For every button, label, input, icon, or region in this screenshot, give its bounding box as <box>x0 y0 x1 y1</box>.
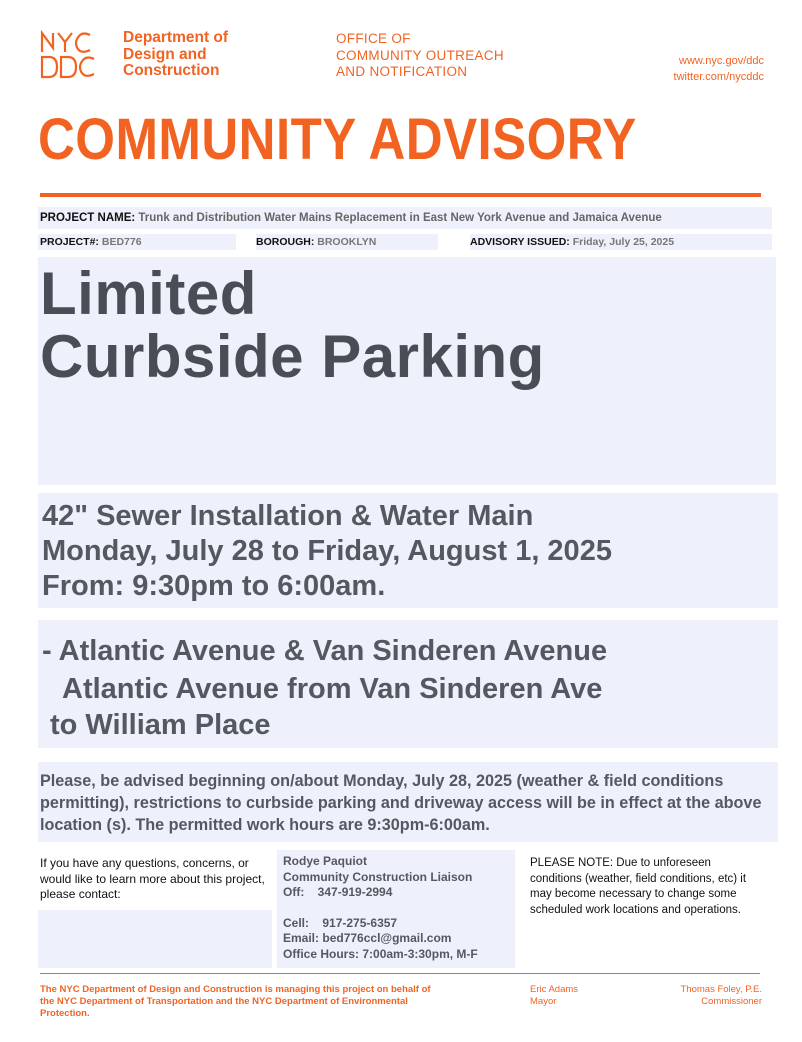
location-line-2: Atlantic Avenue from Van Sinderen Ave <box>62 673 603 705</box>
office-name <box>336 31 504 81</box>
project-number-label: PROJECT#: <box>40 236 99 248</box>
cell-phone[interactable]: 917-275-6357 <box>322 915 398 930</box>
borough-label: BOROUGH: <box>256 236 315 248</box>
mayor-signature <box>530 984 578 1008</box>
commissioner-signature <box>681 984 763 1008</box>
please-note <box>530 856 750 918</box>
footer-divider <box>40 973 760 974</box>
notice-text: Please, be advised beginning on/about Monday, July 28, 2025 (weather & field conditions permitting), restrictions to curbside parking and driveway access will be in effect at the above location (s). The permitted work hours are 9:30pm-6:00am. <box>40 772 762 834</box>
work-dates: Monday, July 28 to Friday, August 1, 2025 <box>42 535 612 567</box>
office-phone-label: Off: <box>283 885 305 899</box>
email-address[interactable]: bed776ccl@gmail.com <box>322 931 452 945</box>
work-hours: From: 9:30pm to 6:00am. <box>42 570 386 602</box>
headline-line-1: Limited <box>40 260 257 327</box>
header-links <box>674 53 764 85</box>
headline <box>40 262 545 388</box>
commissioner-name: Thomas Foley, P.E. <box>680 984 762 995</box>
please-note-text: Due to unforeseen conditions (weather, field conditions, etc) it may become necessary to change some scheduled work locations and operations. <box>530 857 747 916</box>
hours-label: Office Hours: <box>283 946 360 961</box>
office-line-3: AND NOTIFICATION <box>336 64 468 79</box>
nyc-ddc-logo <box>40 30 114 80</box>
project-name-value: Trunk and Distribution Water Mains Replacement in East New York Avenue and Jamaica Avenue <box>138 212 662 224</box>
mayor-name: Eric Adams <box>530 984 579 995</box>
project-name-label: PROJECT NAME: <box>40 212 136 224</box>
dept-line-1: Department of <box>123 29 229 46</box>
email-label: Email: <box>283 931 320 945</box>
please-note-label: PLEASE NOTE: <box>530 857 614 869</box>
headline-line-2: Curbside Parking <box>40 323 545 390</box>
cell-phone-label: Cell: <box>283 915 310 930</box>
location-line-3: to William Place <box>50 709 271 741</box>
twitter-link[interactable]: twitter.com/nycddc <box>673 71 764 83</box>
mayor-title: Mayor <box>530 996 557 1007</box>
footer-statement: The NYC Department of Design and Construction is managing this project on behalf of the NYC Department of Transportation and the NYC Department of Environmental Protection. <box>40 984 431 1019</box>
project-number-value: BED776 <box>101 236 142 248</box>
website-link[interactable]: www.nyc.gov/ddc <box>679 55 764 67</box>
location-line-1: - Atlantic Avenue & Van Sinderen Avenue <box>42 635 608 667</box>
project-name-row <box>38 207 772 229</box>
advisory-issued <box>470 234 772 250</box>
liaison-block <box>283 854 478 962</box>
borough-value: BROOKLYN <box>317 236 377 248</box>
title-divider <box>40 193 761 197</box>
office-phone[interactable]: 347-919-2994 <box>317 885 393 899</box>
work-description: 42" Sewer Installation & Water Main <box>42 500 534 532</box>
project-number <box>38 234 236 250</box>
contact-intro-shade <box>38 910 272 968</box>
office-line-1: OFFICE OF <box>336 31 411 46</box>
dept-line-3: Construction <box>123 62 220 79</box>
issued-value: Friday, July 25, 2025 <box>572 236 675 248</box>
liaison-role: Community Construction Liaison <box>283 869 473 884</box>
borough <box>256 234 438 250</box>
office-line-2: COMMUNITY OUTREACH <box>336 47 504 63</box>
office-hours: 7:00am-3:30pm, M-F <box>362 946 478 961</box>
dept-line-2: Design and <box>123 45 207 63</box>
liaison-name: Rodye Paquiot <box>283 854 368 868</box>
department-name <box>123 30 228 80</box>
advisory-title: COMMUNITY ADVISORY <box>38 107 637 172</box>
contact-intro: If you have any questions, concerns, or would like to learn more about this project, please contact: <box>40 856 265 901</box>
issued-label: ADVISORY ISSUED: <box>470 236 570 248</box>
commissioner-title: Commissioner <box>701 996 762 1007</box>
